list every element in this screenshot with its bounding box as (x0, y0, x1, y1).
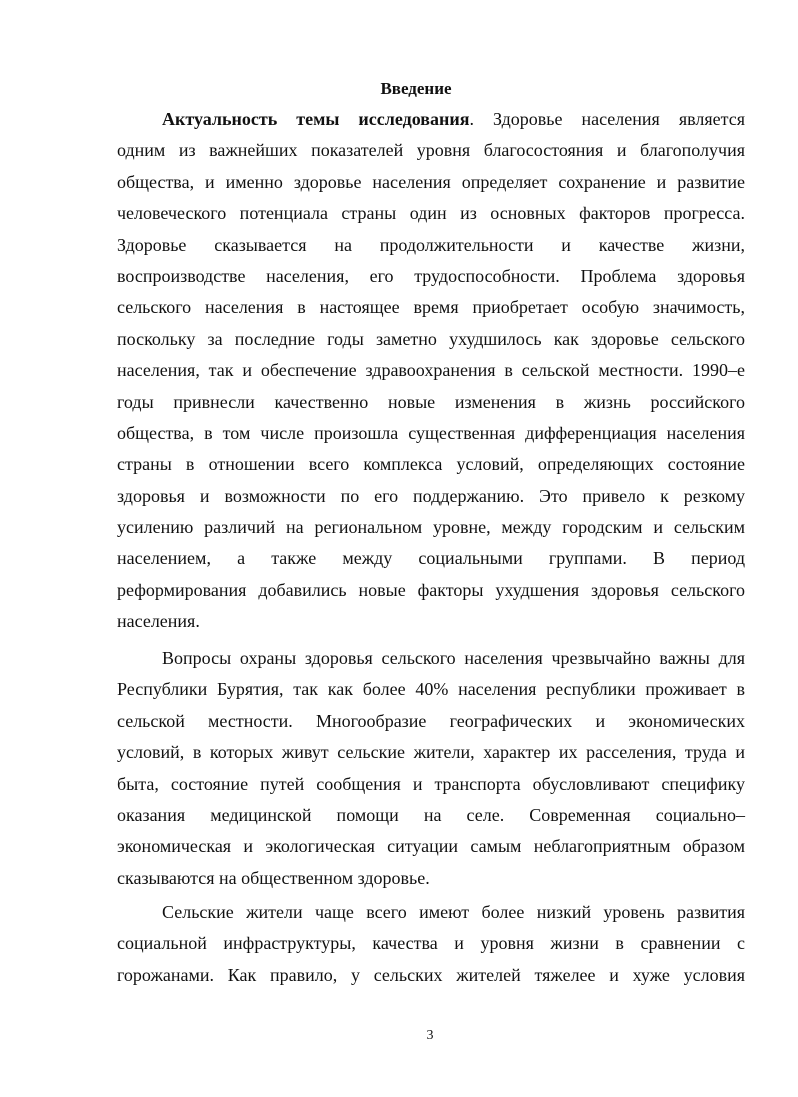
paragraph-line: человеческого потенциала страны один из основных факторов прогресса. (117, 203, 745, 224)
paragraph-line: общества, в том числе произошла существенная дифференциация населения (117, 422, 745, 443)
paragraph-line: здоровья и возможности по его поддержанию. Это привело к резкому (117, 485, 745, 506)
paragraph-line: быта, состояние путей сообщения и транспорта обусловливают специфику (117, 773, 745, 794)
paragraph-line: Сельские жители чаще всего имеют более низкий уровень развития (162, 902, 745, 922)
paragraph-line: сказываются на общественном здоровье. (117, 867, 430, 888)
paragraph-line: общества, и именно здоровье населения определяет сохранение и развитие (117, 171, 745, 192)
paragraph-line: поскольку за последние годы заметно ухудшилось как здоровье сельского (117, 328, 745, 349)
paragraph-line-text: . Здоровье населения является (469, 109, 745, 129)
paragraph-line: Здоровье сказывается на продолжительности и качестве жизни, (117, 234, 745, 255)
paragraph-line: населением, а также между социальными группами. В период (117, 548, 745, 569)
paragraph-line: Вопросы охраны здоровья сельского населения чрезвычайно важны для (162, 648, 745, 668)
paragraph-line (117, 104, 745, 135)
paragraph-line: населения. (117, 611, 200, 632)
paragraph-line: годы привнесли качественно новые изменения в жизнь российского (117, 391, 745, 412)
paragraph-line: социальной инфраструктуры, качества и уровня жизни в сравнении с (117, 933, 745, 954)
paragraph-line: усилению различий на региональном уровне, между городским и сельским (117, 517, 745, 538)
paragraph-line: одним из важнейших показателей уровня благосостояния и благополучия (117, 140, 745, 161)
paragraph-line: экономическая и экологическая ситуации самым неблагоприятным образом (117, 836, 745, 857)
page-number: 3 (426, 1028, 434, 1043)
paragraph-line: воспроизводстве населения, его трудоспособности. Проблема здоровья (117, 265, 745, 286)
paragraph-line: сельской местности. Многообразие географических и экономических (117, 710, 745, 731)
paragraph-line: страны в отношении всего комплекса условий, определяющих состояние (117, 454, 745, 475)
paragraph-line: оказания медицинской помощи на селе. Современная социально– (117, 804, 745, 825)
paragraph-line: горожанами. Как правило, у сельских жителей тяжелее и хуже условия (117, 964, 745, 985)
relevance-heading: Актуальность темы исследования (162, 109, 470, 129)
section-title: Введение (380, 79, 452, 98)
paragraph-rural-residents (117, 897, 745, 991)
paragraph-line: Республики Бурятия, так как более 40% населения республики проживает в (117, 679, 745, 700)
paragraph-buryatia (117, 643, 745, 894)
paragraph-line: реформирования добавились новые факторы ухудшения здоровья сельского (117, 579, 745, 600)
paragraph-line: сельского населения в настоящее время приобретает особую значимость, (117, 297, 745, 318)
paragraph-line: населения, так и обеспечение здравоохранения в сельской местности. 1990–е (117, 360, 745, 381)
paragraph-line: условий, в которых живут сельские жители, характер их расселения, труда и (117, 742, 745, 763)
paragraph-relevance (117, 104, 745, 638)
